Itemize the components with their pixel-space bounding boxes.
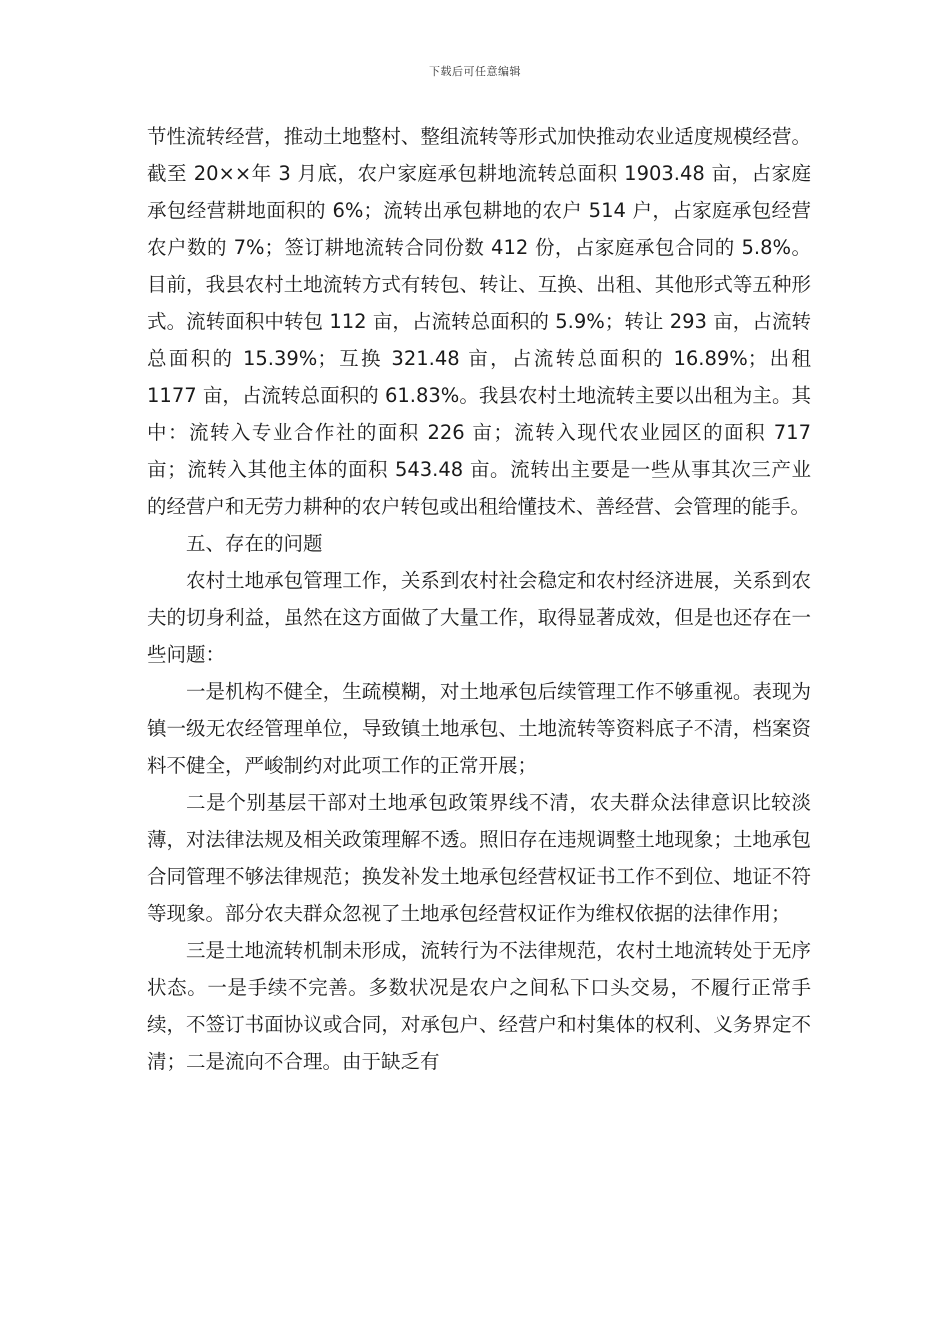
paragraph-problems-intro: 农村土地承包管理工作，关系到农村社会稳定和农村经济进展，关系到农夫的切身利益，虽然在这方面做了大量工作，取得显著成效，但是也还存在一些问题： [147,569,811,666]
section-heading-problems: 五、存在的问题 [186,532,323,555]
paragraph-problem-three: 三是土地流转机制未形成，流转行为不法律规范，农村土地流转处于无序状态。一是手续不完善。多数状况是农户之间私下口头交易，不履行正常手续，不签订书面协议或合同，对承包户、经营户和村集体的权利、义务界定不清；二是流向不合理。由于缺乏有 [147,939,811,1073]
paragraph-problem-two: 二是个别基层干部对土地承包政策界线不清，农夫群众法律意识比较淡薄，对法律法规及相关政策理解不透。照旧存在违规调整土地现象；土地承包合同管理不够法律规范；换发补发土地承包经营权证书工作不到位、地证不符等现象。部分农夫群众忽视了土地承包经营权证作为维权依据的法律作用； [147,791,811,925]
page-header-note: 下载后可任意编辑 [429,65,521,78]
paragraph-problem-one: 一是机构不健全，生疏模糊，对土地承包后续管理工作不够重视。表现为镇一级无农经管理单位，导致镇土地承包、土地流转等资料底子不清，档案资料不健全，严峻制约对此项工作的正常开展； [147,680,811,777]
document-body [147,118,811,1080]
paragraph-land-transfer-stats: 节性流转经营，推动土地整村、整组流转等形式加快推动农业适度规模经营。截至 20××年 3 月底，农户家庭承包耕地流转总面积 1903.48 亩，占家庭承包经营耕地面积的 6%；流转出承包耕地的农户 514 户，占家庭承包经营农户数的 7%；签订耕地流转合同份数 412 份，占家庭承包合同的 5.8%。目前，我县农村土地流转方式有转包、转让、互换、出租、其他形式等五种形式。流转面积中转包 112 亩，占流转总面积的 5.9%；转让 293 亩，占流转总面积的 15.39%；互换 321.48 亩，占流转总面积的 16.89%；出租 1177 亩，占流转总面积的 61.83%。我县农村土地流转主要以出租为主。其中：流转入专业合作社的面积 226 亩；流转入现代农业园区的面积 717 亩；流转入其他主体的面积 543.48 亩。流转出主要是一些从事其次三产业的经营户和无劳力耕种的农户转包或出租给懂技术、善经营、会管理的能手。 [147,125,811,518]
